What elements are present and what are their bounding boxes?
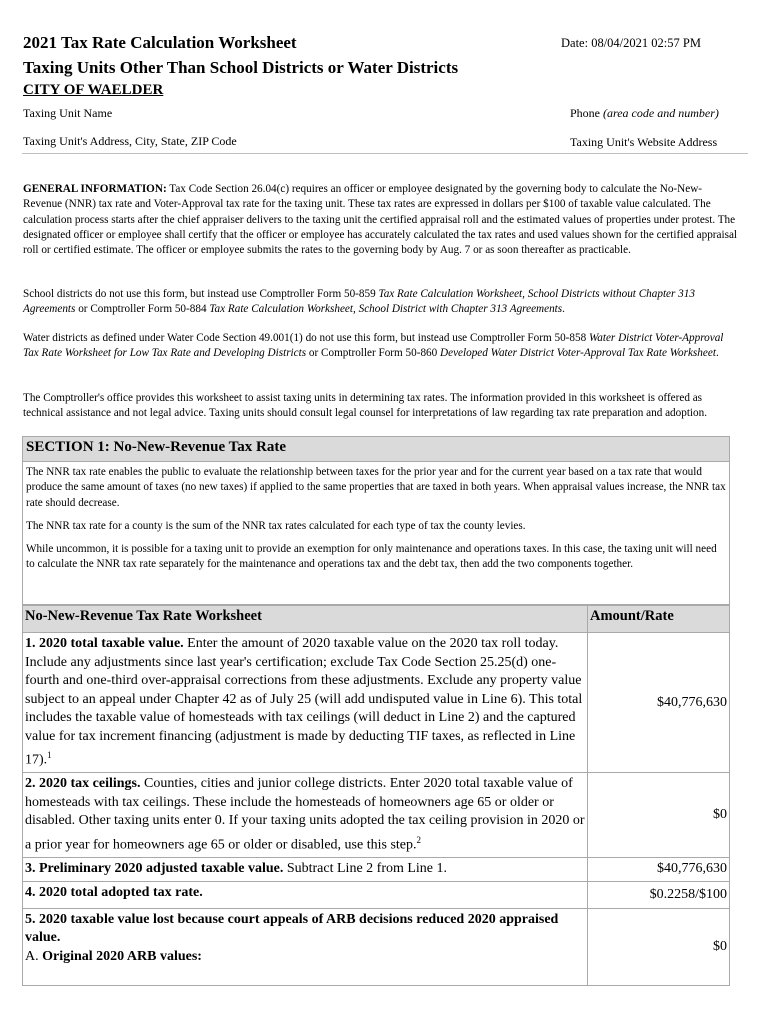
water-note-c: or Comptroller Form 50-860 bbox=[306, 347, 441, 360]
line-1-text: Enter the amount of 2020 taxable value on the 2020 tax roll today. Include any adjustments since last year's certification; exclude Tax Code Section 25.25(d) one-fourth and one-third over-appraisal corrections from these adjustments. Exclude any property value subject to an appeal under Chapter 42 as of July 25 (will add undisputed value in Line 6). This total includes the taxable value of homesteads with tax ceilings (will deduct in Line 2) and the captured value for tax increment financing (adjustment is made by deducting TIF taxes, as reflected in Line 17). bbox=[25, 636, 583, 768]
line-2-text: Counties, cities and junior college districts. Enter 2020 total taxable value of homesteads with tax ceilings. These include the homesteads of homeowners age 65 or older or disabled. Other taxing units enter 0. If your taxing units adopted the tax ceiling provision in 2020 or a prior year for homeowners age 65 or older or disabled, use this step. bbox=[25, 776, 585, 853]
school-note-e: . bbox=[562, 303, 565, 316]
line-1-description bbox=[23, 633, 588, 773]
phone-label bbox=[570, 106, 719, 121]
form-title: 2021 Tax Rate Calculation Worksheet bbox=[23, 33, 297, 52]
line-5a-amount: $0 bbox=[588, 908, 730, 985]
school-note-form1: Tax Rate Calculation Worksheet, School Districts without Chapter 313 Agreements bbox=[23, 288, 695, 316]
worksheet-line-2 bbox=[23, 773, 730, 858]
section-1-paragraph-3: While uncommon, it is possible for a taxing unit to provide an exemption for only maintenance and operations taxes. In this case, the taxing unit will need to calculate the NNR tax rate separately for the maintenance and operations tax and the debt tax, then add the two components together. bbox=[26, 543, 717, 571]
line-2-description bbox=[23, 773, 588, 858]
general-information-text: Tax Code Section 26.04(c) requires an officer or employee designated by the governing body to calculate the No-New-Revenue (NNR) tax rate and Voter-Approval tax rate for the taxing unit. These tax rates are expressed in dollars per $100 of taxable value calculated. The calculation process starts after the chief appraiser delivers to the taxing unit the certified appraisal roll and the estimated values of properties under protest. The designated officer or employee shall certify that the officer or employee has accurately calculated the tax rates and used values shown for the certified appraisal roll or certified estimate. The officer or employee submits the rates to the governing body by Aug. 7 or as soon thereafter as practicable. bbox=[23, 183, 738, 257]
line-1-amount: $40,776,630 bbox=[588, 633, 730, 773]
comptroller-note: The Comptroller's office provides this worksheet to assist taxing units in determining tax rates. The information provided in this worksheet is offered as technical assistance and not legal advice. Taxing units should consult legal counsel for interpretations of law regarding tax rate preparation and adoption. bbox=[23, 392, 708, 420]
line-4-amount: $0.2258/$100 bbox=[588, 881, 730, 908]
worksheet-column-amount: Amount/Rate bbox=[588, 606, 730, 633]
line-5a-prefix: A. bbox=[25, 948, 43, 964]
general-information-lead: GENERAL INFORMATION: bbox=[23, 183, 167, 195]
section-1-paragraph-1: The NNR tax rate enables the public to evaluate the relationship between taxes for the prior year and for the current year based on a tax rate that would produce the same amount of taxes (no new taxes) if applied to the same properties that are taxed in both years. When appraisal values increase, the NNR tax rate should decrease. bbox=[26, 466, 726, 509]
line-3-text: Subtract Line 2 from Line 1. bbox=[283, 860, 448, 876]
form-subtitle: Taxing Units Other Than School Districts or Water Districts bbox=[23, 58, 459, 77]
school-note-c: or Comptroller Form 50-884 bbox=[75, 303, 210, 316]
water-note-form2: Developed Water District Voter-Approval Tax Rate Worksheet bbox=[440, 347, 716, 360]
water-note-e: . bbox=[715, 347, 719, 360]
line-3-amount: $40,776,630 bbox=[588, 857, 730, 881]
line-1-footnote: 1 bbox=[47, 750, 52, 760]
phone-label-text: Phone bbox=[570, 106, 600, 120]
worksheet-line-4 bbox=[23, 881, 730, 908]
section-1-title: SECTION 1: No-New-Revenue Tax Rate bbox=[23, 437, 729, 462]
general-information bbox=[23, 182, 741, 258]
form-date: Date: 08/04/2021 02:57 PM bbox=[561, 36, 701, 50]
line-2-lead: 2. 2020 tax ceilings. bbox=[25, 776, 141, 792]
school-districts-note bbox=[23, 287, 741, 318]
line-4-lead: 4. 2020 total adopted tax rate. bbox=[25, 884, 203, 900]
line-2-amount: $0 bbox=[588, 773, 730, 858]
line-3-lead: 3. Preliminary 2020 adjusted taxable value. bbox=[25, 860, 284, 876]
water-note-form1: Water District Voter-Approval Tax Rate Worksheet for Low Tax Rate and Developing Districts bbox=[23, 332, 724, 360]
worksheet-line-3 bbox=[23, 857, 730, 881]
taxing-unit-name: CITY OF WAELDER bbox=[23, 82, 164, 98]
worksheet-line-5 bbox=[23, 908, 730, 985]
line-3-description bbox=[23, 857, 588, 881]
header-divider bbox=[22, 153, 748, 154]
line-5-description bbox=[23, 908, 588, 985]
section-1 bbox=[22, 436, 730, 605]
line-4-description bbox=[23, 881, 588, 908]
website-label: Taxing Unit's Website Address bbox=[570, 135, 718, 149]
water-districts-note bbox=[23, 331, 741, 362]
worksheet-header-row bbox=[23, 606, 730, 633]
school-note-a: School districts do not use this form, but instead use Comptroller Form 50-859 bbox=[23, 288, 379, 300]
nnr-worksheet-table bbox=[22, 605, 730, 986]
address-label: Taxing Unit's Address, City, State, ZIP Code bbox=[23, 134, 237, 148]
line-2-footnote: 2 bbox=[416, 834, 421, 845]
school-note-form2: Tax Rate Calculation Worksheet, School District with Chapter 313 Agreements bbox=[209, 303, 563, 316]
water-note-a: Water districts as defined under Water Code Section 49.001(1) do not use this form, but instead use Comptroller Form 50-858 bbox=[23, 332, 589, 344]
section-1-paragraph-2: The NNR tax rate for a county is the sum of the NNR tax rates calculated for each type of tax the county levies. bbox=[26, 519, 526, 532]
worksheet-line-1 bbox=[23, 633, 730, 773]
line-5a-label: Original 2020 ARB values: bbox=[42, 948, 202, 964]
line-5-lead: 5. 2020 taxable value lost because court appeals of ARB decisions reduced 2020 appraised value. bbox=[25, 911, 559, 946]
phone-hint: (area code and number) bbox=[603, 106, 719, 120]
line-1-lead: 1. 2020 total taxable value. bbox=[25, 636, 184, 651]
worksheet-column-description: No-New-Revenue Tax Rate Worksheet bbox=[23, 606, 588, 633]
taxing-unit-name-label: Taxing Unit Name bbox=[23, 106, 113, 120]
